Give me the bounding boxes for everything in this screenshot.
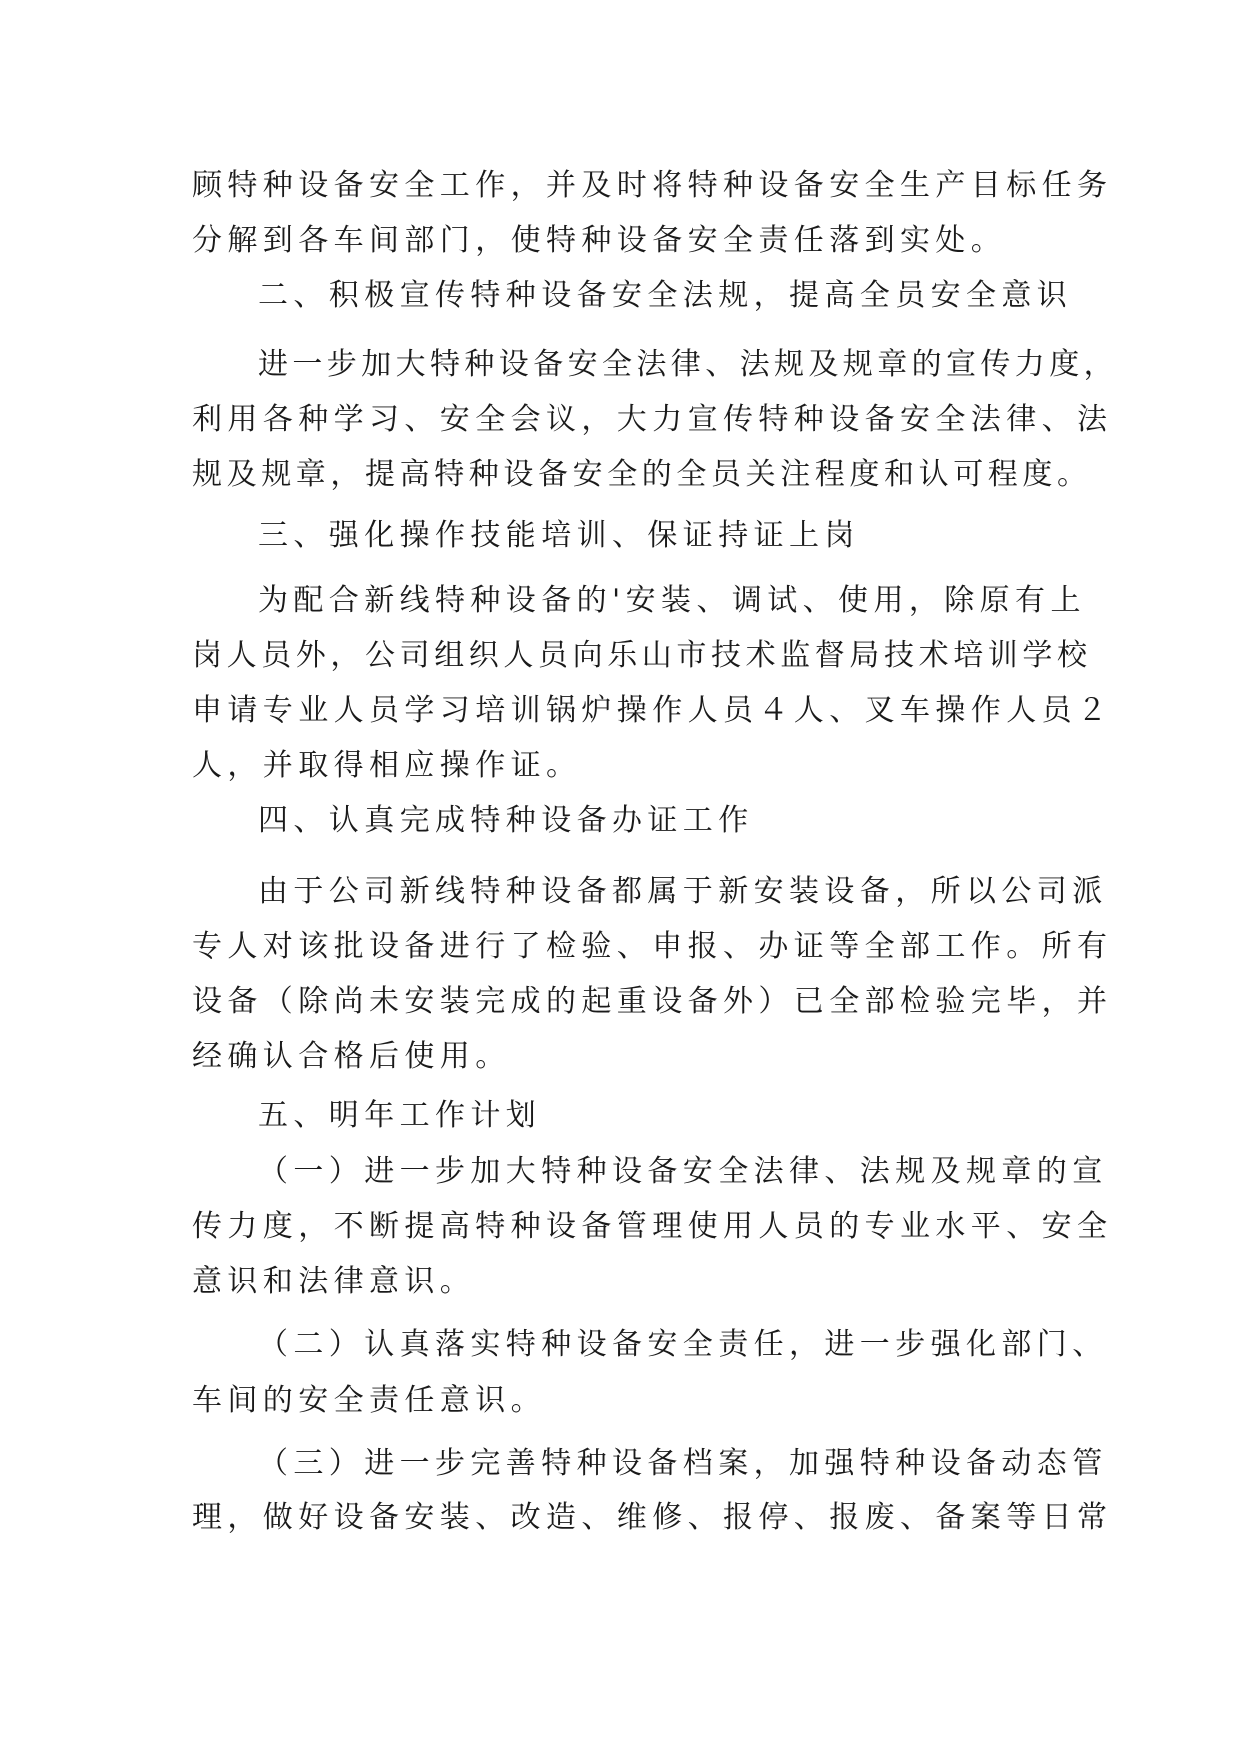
text-line: 经确认合格后使用。 xyxy=(192,1039,511,1074)
text-line: 由于公司新线特种设备都属于新安装设备，所以公司派 xyxy=(258,874,1108,909)
text-line: 利用各种学习、安全会议，大力宣传特种设备安全法律、法 xyxy=(192,402,1113,437)
text-line: 设备（除尚未安装完成的起重设备外）已全部检验完毕，并 xyxy=(192,984,1113,1019)
text-line: 顾特种设备安全工作，并及时将特种设备安全生产目标任务 xyxy=(192,168,1113,203)
text-line: 申请专业人员学习培训锅炉操作人员４人、叉车操作人员２ xyxy=(192,693,1113,728)
section-heading: 四、认真完成特种设备办证工作 xyxy=(258,803,754,838)
text-line: 规及规章，提高特种设备安全的全员关注程度和认可程度。 xyxy=(192,457,1092,492)
text-line: 车间的安全责任意识。 xyxy=(192,1383,546,1418)
text-line: 理，做好设备安装、改造、维修、报停、报废、备案等日常 xyxy=(192,1500,1113,1535)
text-line: 分解到各车间部门，使特种设备安全责任落到实处。 xyxy=(192,223,1007,258)
section-heading: 二、积极宣传特种设备安全法规，提高全员安全意识 xyxy=(258,278,1073,313)
text-line: （一）进一步加大特种设备安全法律、法规及规章的宣 xyxy=(258,1154,1108,1189)
text-line: （三）进一步完善特种设备档案，加强特种设备动态管 xyxy=(258,1446,1108,1481)
text-line: 人，并取得相应操作证。 xyxy=(192,748,582,783)
text-line: 传力度，不断提高特种设备管理使用人员的专业水平、安全 xyxy=(192,1209,1113,1244)
text-line: 意识和法律意识。 xyxy=(192,1264,476,1299)
text-line: 岗人员外，公司组织人员向乐山市技术监督局技术培训学校 xyxy=(192,638,1092,673)
text-line: 专人对该批设备进行了检验、申报、办证等全部工作。所有 xyxy=(192,929,1113,964)
section-heading: 五、明年工作计划 xyxy=(258,1098,542,1133)
text-line: （二）认真落实特种设备安全责任，进一步强化部门、 xyxy=(258,1327,1108,1362)
section-heading: 三、强化操作技能培训、保证持证上岗 xyxy=(258,518,860,553)
text-line: 进一步加大特种设备安全法律、法规及规章的宣传力度， xyxy=(258,347,1118,382)
text-line: 为配合新线特种设备的'安装、调试、使用，除原有上 xyxy=(258,583,1086,618)
